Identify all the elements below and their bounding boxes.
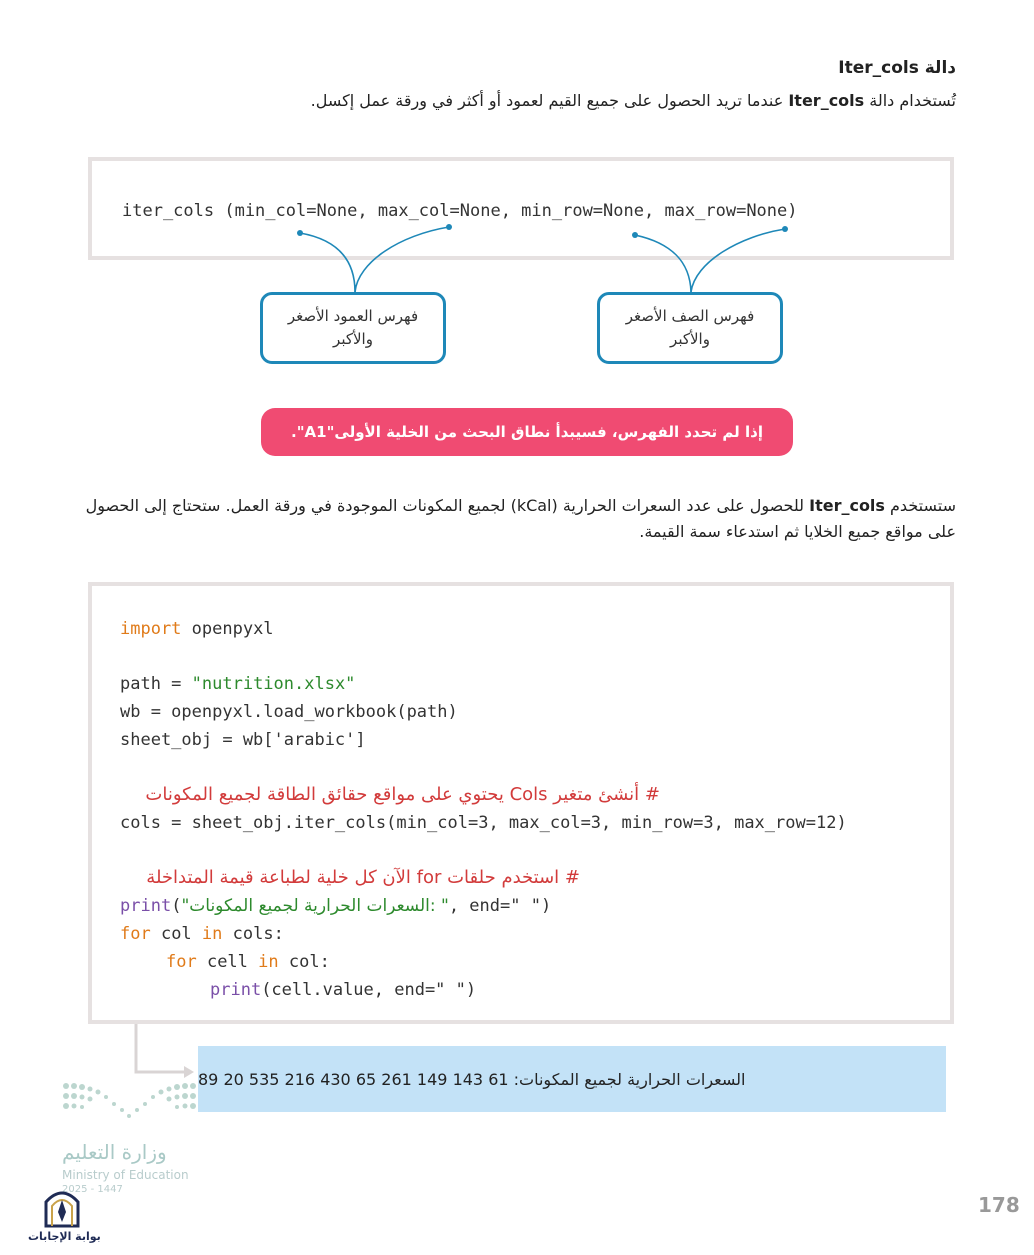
code-line-cols: cols = sheet_obj.iter_cols(min_col=3, max_col=3, min_row=3, max_row=12) (120, 813, 847, 833)
page-number: 178 (978, 1193, 1020, 1217)
explanation-line1 (86, 493, 956, 519)
code-line-for-cell (166, 948, 330, 976)
callout-row-line2: والأكبر (670, 330, 710, 348)
code-line-print-value (210, 976, 476, 1004)
builtin-print: print (120, 896, 172, 916)
connector-min-row (635, 235, 691, 292)
connector-dot (632, 232, 638, 238)
code-comment-cols: # أنشئ متغير Cols يحتوي على مواقع حقائق الطاقة لجميع المكونات (145, 784, 660, 805)
code-line-sheet: sheet_obj = wb['arabic'] (120, 730, 366, 750)
ministry-years: 2025 - 1447 (62, 1184, 123, 1195)
string-literal: "السعرات الحرارية لجميع المكونات: " (181, 896, 449, 916)
function-signature: iter_cols (min_col=None, max_col=None, min_row=None, max_row=None) (122, 201, 798, 221)
callout-row-line1: فهرس الصف الأصغر (625, 307, 755, 325)
code-text: , end=" ") (448, 896, 552, 916)
explanation-function-name: Iter_cols (809, 496, 885, 515)
keyword-in: in (201, 924, 223, 944)
code-listing (88, 582, 954, 1024)
code-text: path = (120, 674, 192, 694)
code-line-workbook: wb = openpyxl.load_workbook(path) (120, 702, 458, 722)
code-text: col (150, 924, 202, 944)
explanation-before: ستستخدم (884, 496, 956, 515)
builtin-print: print (210, 980, 262, 1000)
string-literal: "nutrition.xlsx" (191, 674, 356, 694)
explanation-line2: على مواقع جميع الخلايا ثم استدعاء سمة القيمة. (639, 522, 956, 541)
connector-min-col (300, 233, 355, 292)
explanation-paragraph (86, 493, 956, 545)
callout-column-line2: والأكبر (333, 330, 373, 348)
code-text: col: (278, 952, 330, 972)
code-line-import (120, 615, 274, 643)
code-line-path (120, 670, 355, 698)
code-text: (cell.value, end=" ") (261, 980, 477, 1000)
output-arrow-icon (134, 1024, 198, 1084)
keyword-import: import (120, 619, 182, 639)
code-text: cols: (222, 924, 284, 944)
code-comment-loops: # استخدم حلقات for الآن كل خلية لطباعة قيمة المتداخلة (146, 867, 580, 888)
connector-max-col (355, 227, 449, 292)
connector-max-row (691, 229, 785, 292)
code-line-print-header (120, 892, 551, 920)
program-output: السعرات الحرارية لجميع المكونات: 61 143 149 261 65 430 216 535 20 89 (198, 1046, 946, 1112)
default-index-note: إذا لم تحدد الفهرس، فسيبدأ نطاق البحث من الخلية الأولى"A1". (261, 408, 793, 456)
code-text: ( (171, 896, 182, 916)
answers-portal-logo-icon (42, 1186, 82, 1230)
callout-row-index (597, 292, 783, 364)
answers-portal-name: بوابة الإجابات (28, 1230, 101, 1243)
connector-dot (446, 224, 452, 230)
ministry-logo-icon (62, 1080, 197, 1130)
explanation-line1-after: للحصول على عدد السعرات الحرارية (kCal) لجميع المكونات الموجودة في ورقة العمل. ستحتاج إلى الحصول (85, 496, 810, 515)
code-line-for-col (120, 920, 284, 948)
callout-column-line1: فهرس العمود الأصغر (287, 307, 419, 325)
intro-function-name: Iter_cols (788, 91, 865, 110)
callout-connectors (0, 0, 1034, 300)
keyword-for: for (166, 952, 197, 972)
intro-after: عندما تريد الحصول على جميع القيم لعمود أو أكثر في ورقة عمل إكسل. (310, 91, 789, 110)
connector-dot (782, 226, 788, 232)
heading-prefix: دالة (918, 58, 956, 78)
heading-function-name: Iter_cols (838, 58, 919, 78)
connector-dot (297, 230, 303, 236)
ministry-name-arabic: وزارة التعليم (62, 1140, 167, 1164)
keyword-for: for (120, 924, 151, 944)
code-text: openpyxl (181, 619, 274, 639)
callout-column-index (260, 292, 446, 364)
ministry-name-english: Ministry of Education (62, 1168, 189, 1182)
keyword-in: in (258, 952, 279, 972)
code-text: cell (196, 952, 259, 972)
intro-before: تُستخدام دالة (864, 91, 956, 110)
